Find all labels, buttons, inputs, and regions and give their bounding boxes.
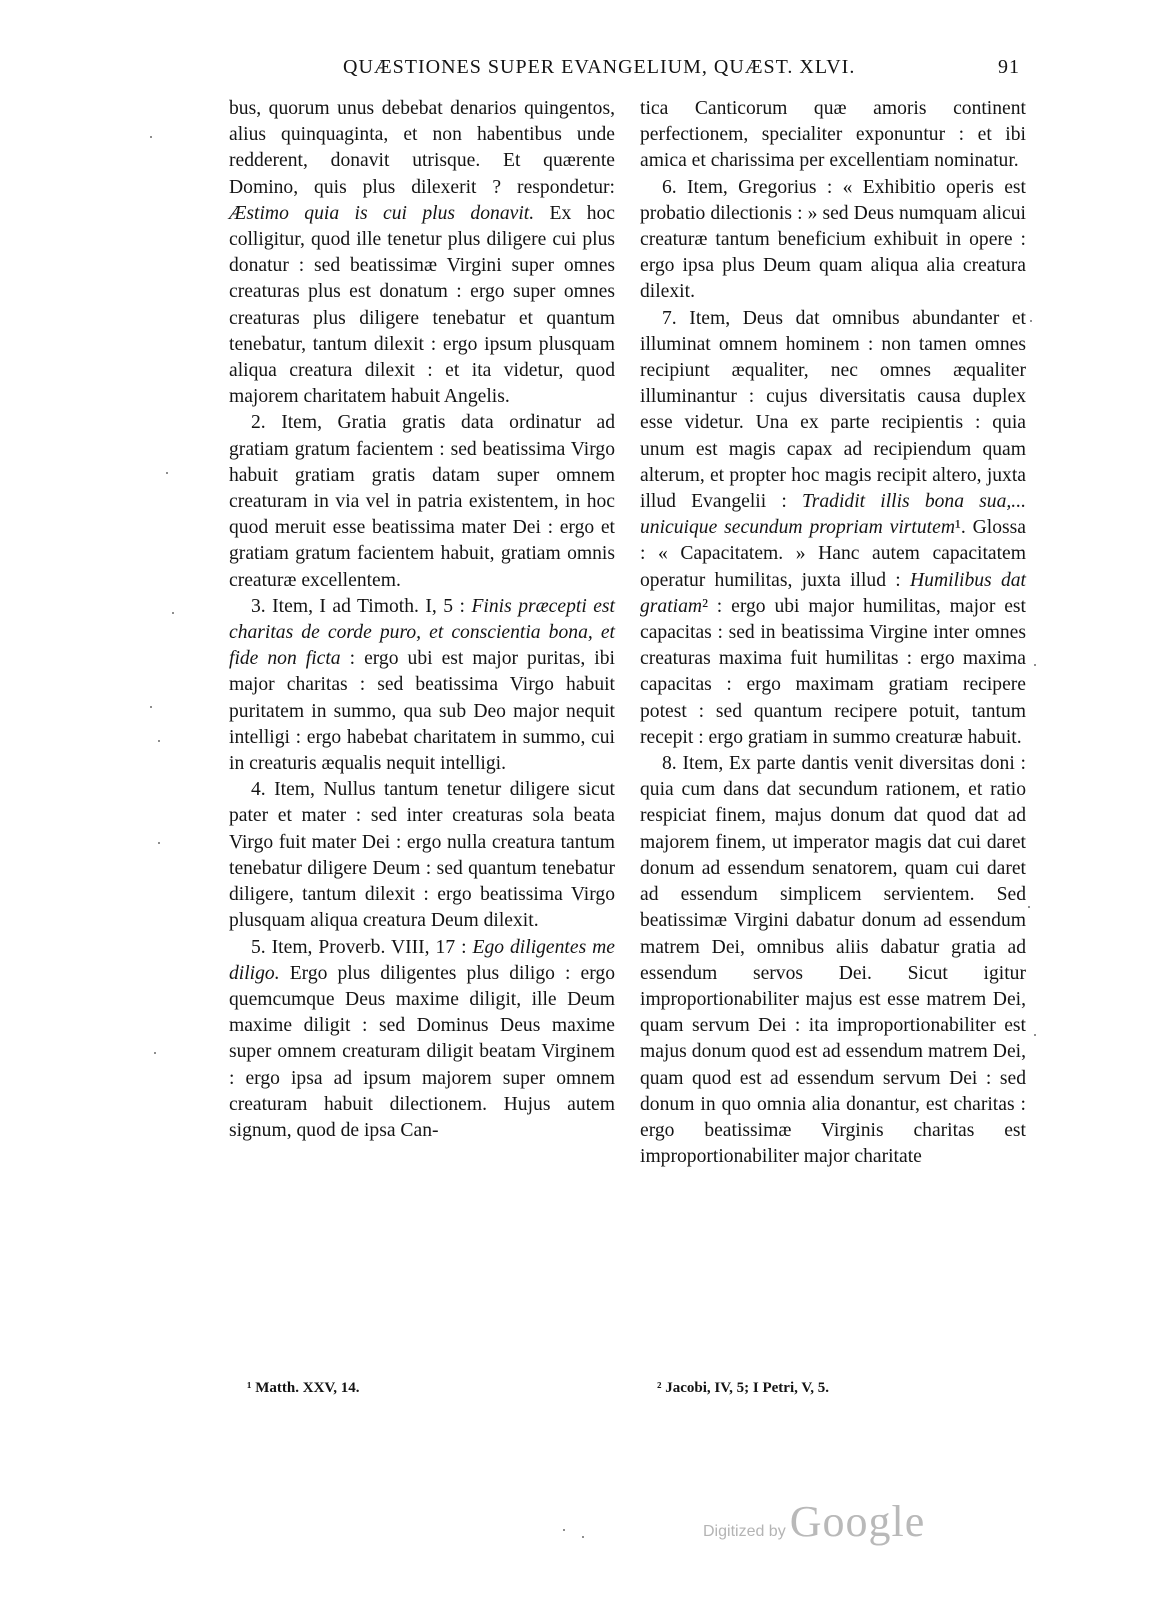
italic-quotation: Ego diligentes me diligo. bbox=[229, 936, 615, 984]
speck bbox=[172, 612, 174, 614]
paragraph bbox=[640, 751, 1026, 1170]
text-run: bus, quorum unus debebat denarios quingentos, alius quinquaginta, et non habentibus unde redderent, donavit utrisque. Et quærente Domino, quis plus dilexerit ? respondetur: bbox=[229, 98, 615, 198]
speck bbox=[1034, 1034, 1036, 1036]
text-run: 2. Item, Gratia gratis data ordinatur ad gratiam gratum facientem : sed beatissima Virgo habuit gratiam gratis datam super omnem creaturam in via vel in patria existentem, in hoc quod meruit esse beatissima mater Dei : ergo et gratiam gratum facientem habuit, gratiam omnis creaturæ excellentem. bbox=[229, 412, 615, 591]
italic-quotation: Tradidit illis bona sua,... unicuique secundum propriam virtutem bbox=[640, 491, 1026, 539]
italic-quotation: Finis præcepti est charitas de corde puro, et conscientia bona, et fide non ficta bbox=[229, 595, 615, 670]
text-run: 8. Item, Ex parte dantis venit diversitas doni : quia cum dans dat secundum rationem, et ratio respiciat finem, majus donum dat quod dat ad majorem finem, ut imperator magis dat cui daret donum ad essendum senatorem, quam cui daret ad essendum simplicem servientem. Sed beatissimæ Virgini dabatur donum ad essendum matrem Dei, omnibus aliis dabatur gratia ad essendum servos Dei. Sicut igitur improportionabiliter majus est esse matrem Dei, quam servum Dei : ita improportionabiliter est majus donum quod est ad essendum matrem Dei, quam quod est ad essendum servum Dei : sed donum in quo omnia alia donantur, est charitas : ergo beatissimæ Virginis charitas est improportionabiliter major charitate bbox=[640, 753, 1026, 1168]
speck bbox=[1030, 320, 1032, 322]
paragraph bbox=[229, 96, 615, 410]
digitized-text: Digitized by bbox=[703, 1523, 786, 1540]
italic-quotation: Æstimo quia is cui plus donavit. bbox=[229, 202, 535, 224]
text-run: 7. Item, Deus dat omnibus abundanter et illuminat omnem hominem : non tamen omnes recipiunt æqualiter, nec omnes æqualiter illuminantur : cujus diversitatis causa duplex esse videtur. Una ex parte recipientis : quia unum est magis capax ad recipiendum quam alterum, et propter hoc magis recipit altero, juxta illud Evangelii : bbox=[640, 307, 1026, 513]
right-column bbox=[640, 96, 1026, 1170]
speck bbox=[582, 1536, 584, 1538]
speck bbox=[158, 740, 160, 742]
text-run: 5. Item, Proverb. VIII, 17 : bbox=[251, 936, 473, 958]
speck bbox=[1028, 906, 1030, 908]
text-run: ² : ergo ubi major humilitas, major est capacitas : sed in beatissima Virgine inter omnes creaturas maxima fuit humilitas : ergo maxima capacitas : ergo maximam gratiam recipere potest : sed quantum recipere potuit, tantum recepit : ergo gratiam in summo creaturæ habuit. bbox=[640, 595, 1026, 748]
paragraph bbox=[640, 306, 1026, 751]
speck bbox=[1034, 664, 1036, 666]
text-run: : ergo ubi est major puritas, ibi major charitas : sed beatissima Virgo habuit puritatem in summo, qua sub Deo major nequit intelligi : ergo habebat charitatem in summo, cui in creaturis æqualis nequit intelligi. bbox=[229, 648, 615, 775]
page-number: 91 bbox=[998, 56, 1020, 78]
running-header bbox=[228, 56, 1028, 86]
text-run: 6. Item, Gregorius : « Exhibitio operis est probatio dilectionis : » sed Deus numquam alicui creaturæ tantum beneficium exhibuit in opere : ergo ipsa plus Deum quam aliqua alia creatura dilexit. bbox=[640, 176, 1026, 303]
italic-quotation: Humilibus dat gratiam bbox=[640, 569, 1026, 617]
running-title: QUÆSTIONES SUPER EVANGELIUM, QUÆST. XLVI. bbox=[343, 56, 856, 78]
paragraph bbox=[229, 594, 615, 777]
paragraph bbox=[229, 777, 615, 934]
left-column bbox=[229, 96, 615, 1144]
text-run: ¹. Glossa : « Capacitatem. » Hanc autem capacitatem operatur humilitas, juxta illud : bbox=[640, 517, 1026, 591]
speck bbox=[563, 1529, 565, 1531]
paragraph bbox=[229, 410, 615, 593]
speck bbox=[150, 706, 152, 708]
digitized-by-google-watermark bbox=[703, 1496, 925, 1546]
paragraph bbox=[640, 175, 1026, 306]
text-run: Ex hoc colligitur, quod ille tenetur plus diligere cui plus donatur : sed beatissimæ Virgini super omnes creaturas plus est donatum : ergo super omnes creaturas plus diligere tenebatur et quantum tenebatur, tantum dilexit : ergo ipsum plusquam aliqua creatura dilexit : et ita videtur, quod majorem charitatem habuit Angelis. bbox=[229, 202, 615, 408]
paragraph bbox=[640, 96, 1026, 175]
speck bbox=[166, 472, 168, 474]
google-logo: Google bbox=[789, 1497, 926, 1546]
paragraph bbox=[229, 935, 615, 1145]
speck bbox=[158, 842, 160, 844]
text-run: tica Canticorum quæ amoris continent perfectionem, specialiter exponuntur : et ibi amica et charissima per excellentiam nominatur. bbox=[640, 98, 1026, 172]
footnote-left: ¹ Matth. XXV, 14. bbox=[247, 1380, 360, 1396]
text-run: 3. Item, I ad Timoth. I, 5 : bbox=[251, 595, 472, 617]
speck bbox=[150, 136, 152, 138]
speck bbox=[154, 1052, 156, 1054]
footnote-right: ² Jacobi, IV, 5; I Petri, V, 5. bbox=[657, 1380, 830, 1396]
text-run: Ergo plus diligentes plus diligo : ergo quemcumque Deus maxime diligit, ille Deum maxime diligit : sed Dominus Deus maxime super omnem creaturam diligit beatam Virginem : ergo ipsa ad ipsum majorem super omnem creaturam habuit dilectionem. Hujus autem signum, quod de ipsa Can- bbox=[229, 962, 615, 1141]
text-run: 4. Item, Nullus tantum tenetur diligere sicut pater et mater : sed inter creaturas sola beata Virgo fuit mater Dei : ergo nulla creatura tantum tenebatur diligere Deum : sed quantum tenebatur diligere, tantum dilexit : ergo beatissima Virgo plusquam aliqua creatura Deum dilexit. bbox=[229, 779, 615, 932]
